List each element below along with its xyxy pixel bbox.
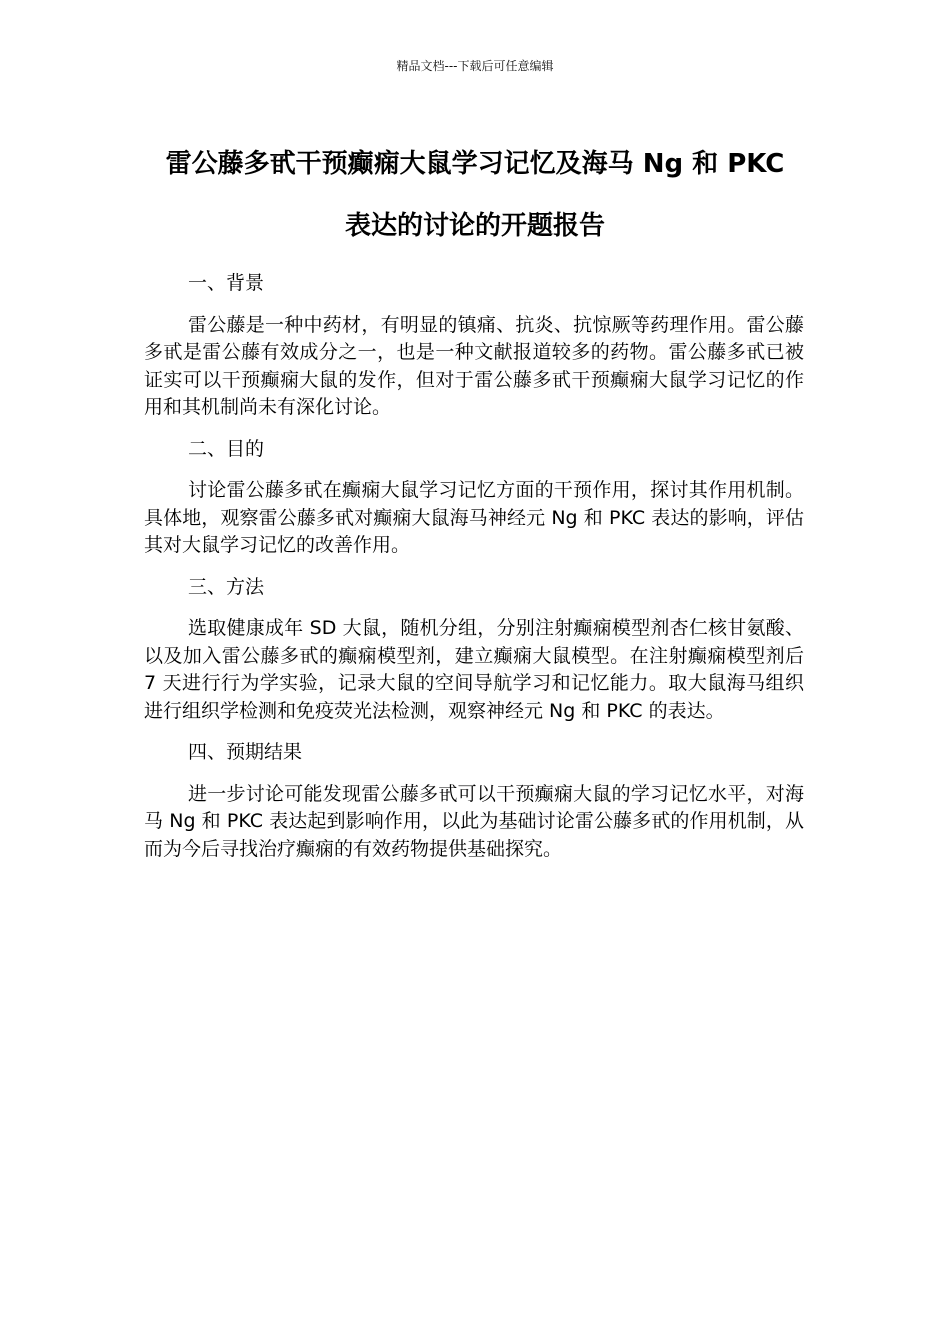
document-body xyxy=(144,270,804,877)
section-heading-background: 一、背景 xyxy=(188,272,265,294)
section-body-expected-results: 进一步讨论可能发现雷公藤多甙可以干预癫痫大鼠的学习记忆水平，对海马 Ng 和 PKC 表达起到影响作用，以此为基础讨论雷公藤多甙的作用机制，从而为今后寻找治疗癫痫的有效药物提供基础探究。 xyxy=(144,782,804,860)
document-title xyxy=(120,133,830,257)
section-heading-purpose: 二、目的 xyxy=(188,437,265,460)
section-body-purpose: 讨论雷公藤多甙在癫痫大鼠学习记忆方面的干预作用，探讨其作用机制。具体地，观察雷公藤多甙对癫痫大鼠海马神经元 Ng 和 PKC 表达的影响，评估其对大鼠学习记忆的改善作用。 xyxy=(144,479,804,556)
title-line-2: 表达的讨论的开题报告 xyxy=(344,211,605,241)
section-body-methods: 选取健康成年 SD 大鼠，随机分组，分别注射癫痫模型剂杏仁核甘氨酸、以及加入雷公藤多甙的癫痫模型剂，建立癫痫大鼠模型。在注射癫痫模型剂后 7 天进行行为学实验，记录大鼠的空间导航学习和记忆能力。取大鼠海马组织进行组织学检测和免疫荧光法检测，观察神经元 Ng 和 PKC 的表达。 xyxy=(144,617,804,722)
section-heading-expected-results: 四、预期结果 xyxy=(188,741,303,763)
header-note: 精品文档---下载后可任意编辑 xyxy=(396,59,554,73)
section-heading-methods: 三、方法 xyxy=(188,575,265,598)
title-line-1: 雷公藤多甙干预癫痫大鼠学习记忆及海马 Ng 和 PKC xyxy=(165,149,785,179)
section-body-background: 雷公藤是一种中药材，有明显的镇痛、抗炎、抗惊厥等药理作用。雷公藤多甙是雷公藤有效成分之一，也是一种文献报道较多的药物。雷公藤多甙已被证实可以干预癫痫大鼠的发作，但对于雷公藤多甙干预癫痫大鼠学习记忆的作用和其机制尚未有深化讨论。 xyxy=(144,313,804,418)
